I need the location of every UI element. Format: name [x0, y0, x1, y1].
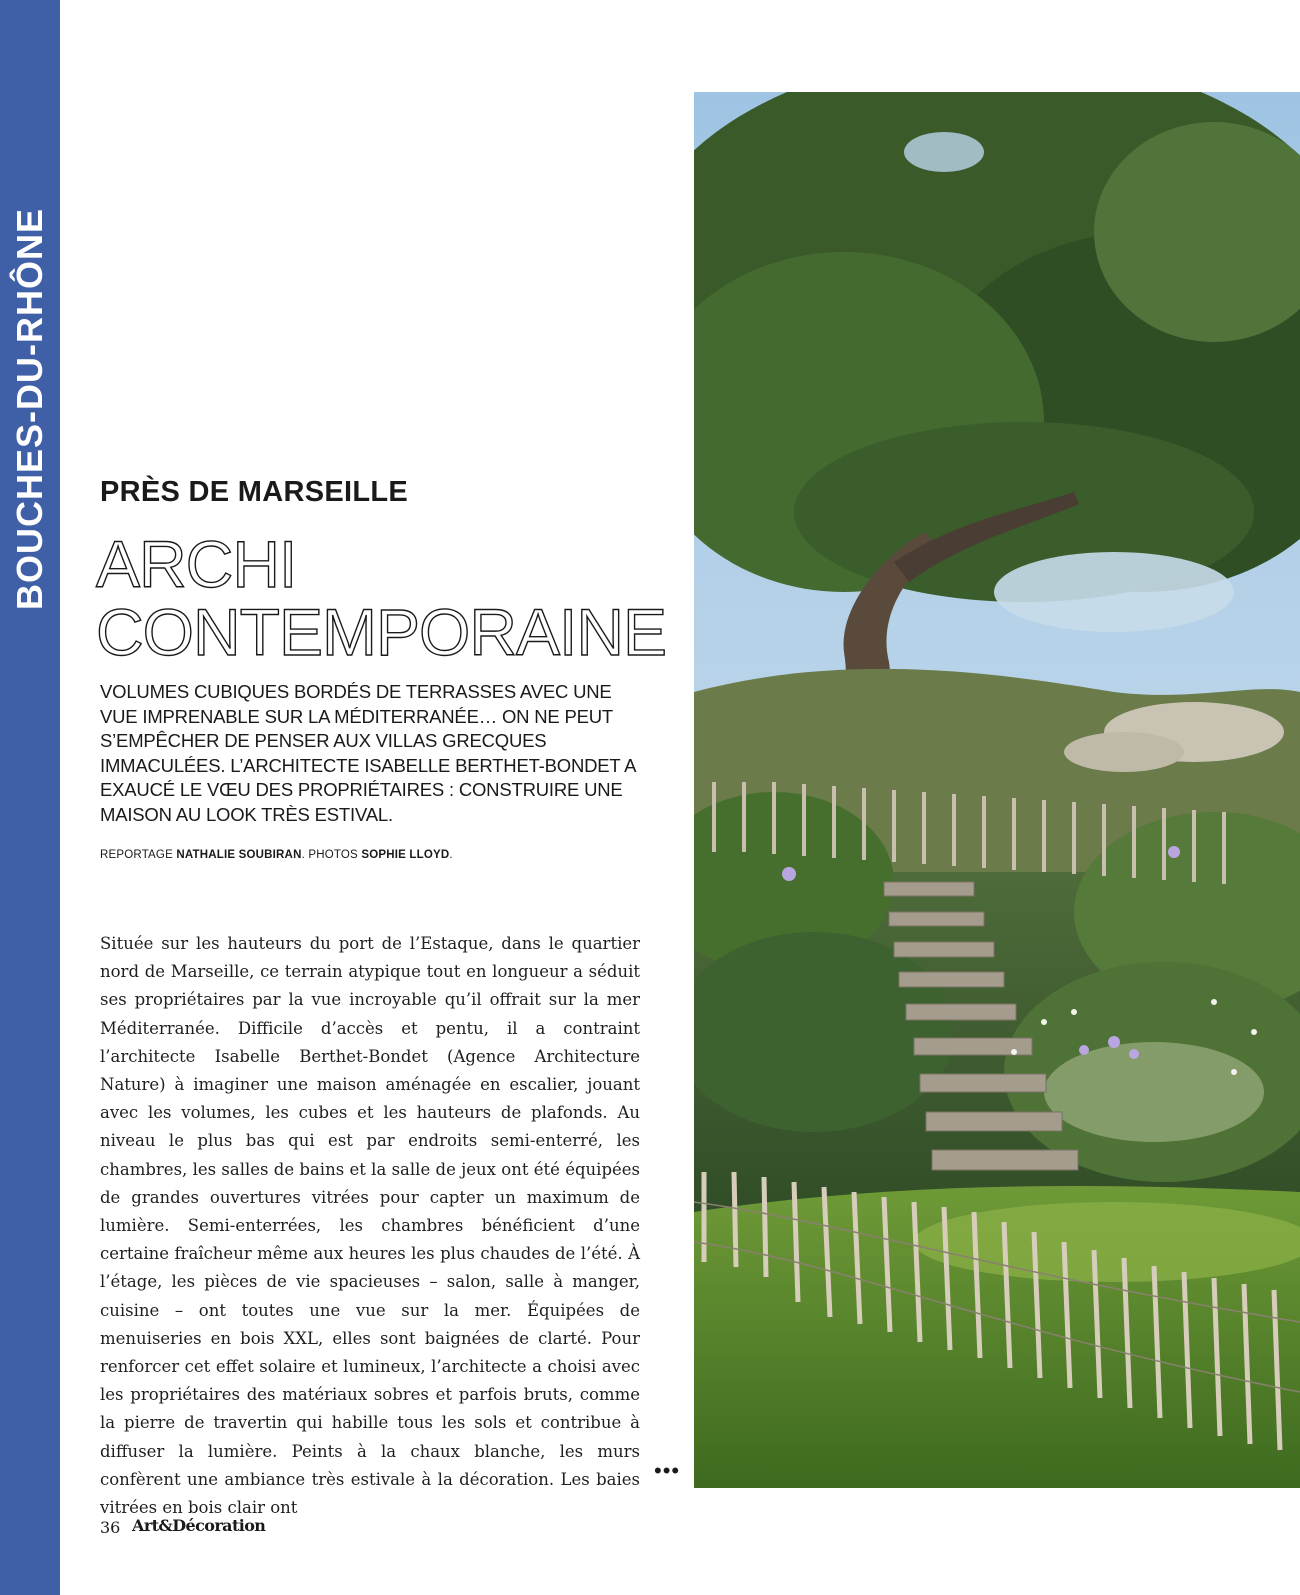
magazine-logo: Art&Décoration [132, 1516, 266, 1535]
credit-photos-label: . PHOTOS [301, 849, 358, 861]
section-label: BOUCHES-DU-RHÔNE [9, 208, 50, 610]
headline-line: CONTEMPORAINE [96, 595, 667, 669]
credit-photographer: SOPHIE LLOYD [361, 849, 450, 861]
article-credits [100, 849, 453, 861]
garden-illustration [694, 92, 1300, 1488]
credit-report-label: REPORTAGE [100, 849, 173, 861]
article-headline [96, 527, 667, 669]
headline-line: ARCHI [96, 527, 297, 601]
continue-marker: ••• [654, 1458, 681, 1483]
garden-photo [694, 92, 1300, 1488]
credit-end: . [449, 849, 453, 861]
article-body: Située sur les hauteurs du port de l’Estaque, dans le quartier nord de Marseille, ce terrain atypique tout en longueur a séduit ses propriétaires par la vue incroyable qu’il offrait sur la mer Méditerranée. Difficile d’accès et pentu, il a contraint l’architecte Isabelle Berthet-Bondet (Agence Architecture Nature) à imaginer une maison aménagée en escalier, jouant avec les volumes, les cubes et les hauteurs de plafonds. Au niveau le plus bas qui est par endroits semi-enterré, les chambres, les salles de bains et la salle de jeux ont été équipées de grandes ouvertures vitrées pour capter un maximum de lumière. Semi-enterrées, les chambres bénéficient d’une certaine fraîcheur même aux heures les plus chaudes de l’été. À l’étage, les pièces de vie spacieuses – salon, salle à manger, cuisine – ont toutes une vue sur la mer. Équipées de menuiseries en bois XXL, elles sont baignées de clarté. Pour renforcer cet effet solaire et lumineux, l’architecte a choisi avec les propriétaires des matériaux sobres et parfois bruts, comme la pierre de travertin qui habille tous les sols et contribue à diffuser la lumière. Peints à la chaux blanche, les murs confèrent une ambiance très estivale à la décoration. Les baies vitrées en bois clair ont [100, 934, 640, 1518]
article-standfirst: VOLUMES CUBIQUES BORDÉS DE TERRASSES AVEC UNE VUE IMPRENABLE SUR LA MÉDITERRANÉE… ON NE PEUT S’EMPÊCHER DE PENSER AUX VILLAS GRECQUES IMMACULÉES. L’ARCHITECTE ISABELLE BERTHET-BONDET A EXAUCÉ LE VŒU DES PROPRIÉTAIRES : CONSTRUIRE UNE MAISON AU LOOK TRÈS ESTIVAL. [100, 681, 636, 825]
page-number: 36 [100, 1518, 121, 1537]
article-kicker: PRÈS DE MARSEILLE [100, 476, 409, 508]
credit-reporter: NATHALIE SOUBIRAN [176, 849, 302, 861]
